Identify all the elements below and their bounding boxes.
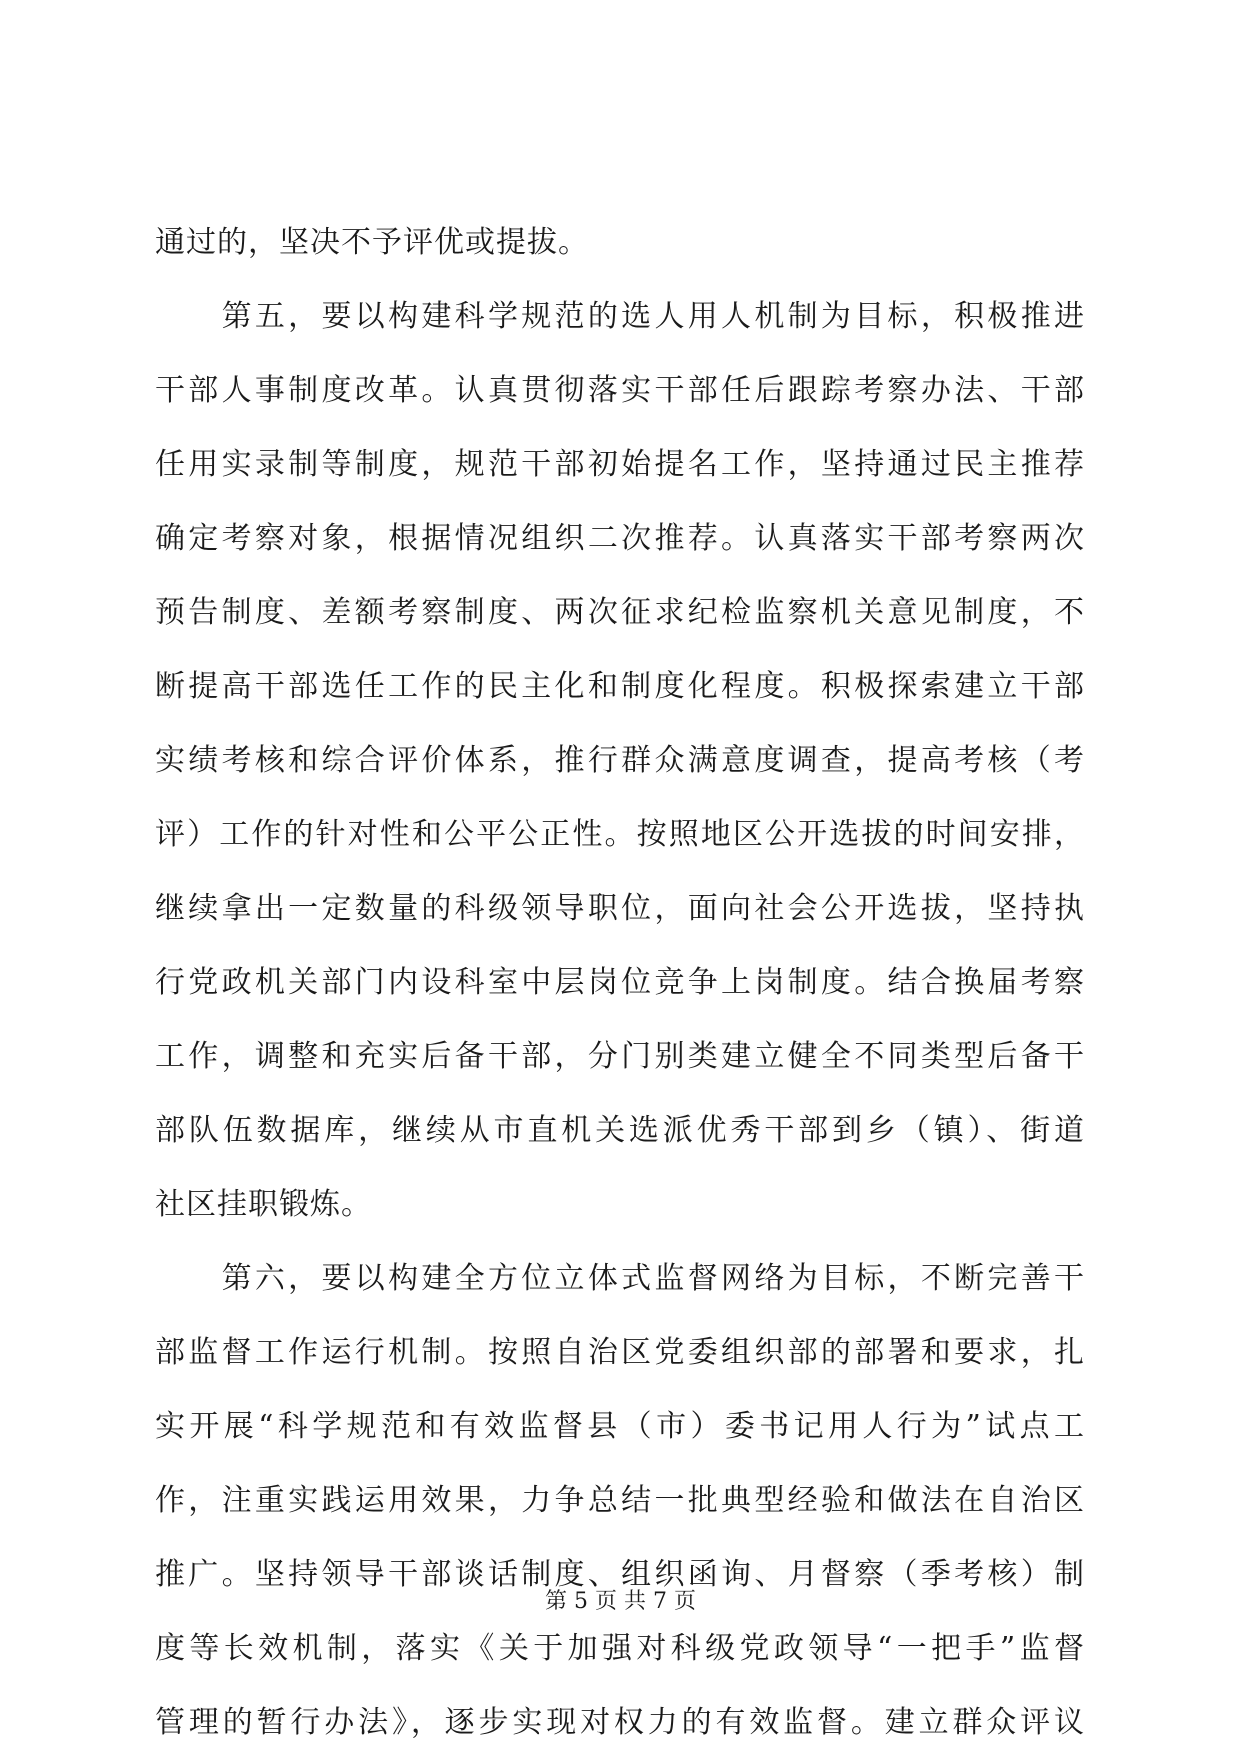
text-line: 第五，要以构建科学规范的选人用人机制为目标，积极推进 [155,299,1085,334]
text-line: 作，注重实践运用效果，力争总结一批典型经验和做法在自治区 [155,1483,1085,1518]
text-line: 通过的，坚决不予评优或提拔。 [155,225,589,260]
text-line: 部队伍数据库，继续从市直机关选派优秀干部到乡（镇）、街道 [155,1113,1085,1148]
text-line: 第六，要以构建全方位立体式监督网络为目标，不断完善干 [155,1261,1085,1296]
page-number-footer: 第 5 页 共 7 页 [545,1589,696,1614]
text-line: 推广。坚持领导干部谈话制度、组织函询、月督察（季考核）制 [155,1557,1085,1592]
text-line: 任用实录制等制度，规范干部初始提名工作，坚持通过民主推荐 [155,447,1085,482]
text-line: 部监督工作运行机制。按照自治区党委组织部的部署和要求，扎 [155,1335,1085,1370]
text-line: 断提高干部选任工作的民主化和制度化程度。积极探索建立干部 [155,669,1085,704]
text-line: 评）工作的针对性和公平公正性。按照地区公开选拔的时间安排， [155,817,1085,852]
text-line: 社区挂职锻炼。 [155,1187,372,1222]
text-line: 预告制度、差额考察制度、两次征求纪检监察机关意见制度，不 [155,595,1085,630]
text-line: 工作，调整和充实后备干部，分门别类建立健全不同类型后备干 [155,1039,1085,1074]
text-line: 度等长效机制，落实《关于加强对科级党政领导“一把手”监督 [155,1631,1085,1666]
text-line: 确定考察对象，根据情况组织二次推荐。认真落实干部考察两次 [155,521,1085,556]
text-line: 干部人事制度改革。认真贯彻落实干部任后跟踪考察办法、干部 [155,373,1085,408]
text-line: 实开展“科学规范和有效监督县（市）委书记用人行为”试点工 [155,1409,1085,1444]
text-line: 管理的暂行办法》，逐步实现对权力的有效监督。建立群众评议 [155,1705,1085,1740]
text-line: 行党政机关部门内设科室中层岗位竞争上岗制度。结合换届考察 [155,965,1085,1000]
text-line: 实绩考核和综合评价体系，推行群众满意度调查，提高考核（考 [155,743,1085,778]
body-text [155,206,1085,1760]
text-line: 继续拿出一定数量的科级领导职位，面向社会公开选拔，坚持执 [155,891,1085,926]
